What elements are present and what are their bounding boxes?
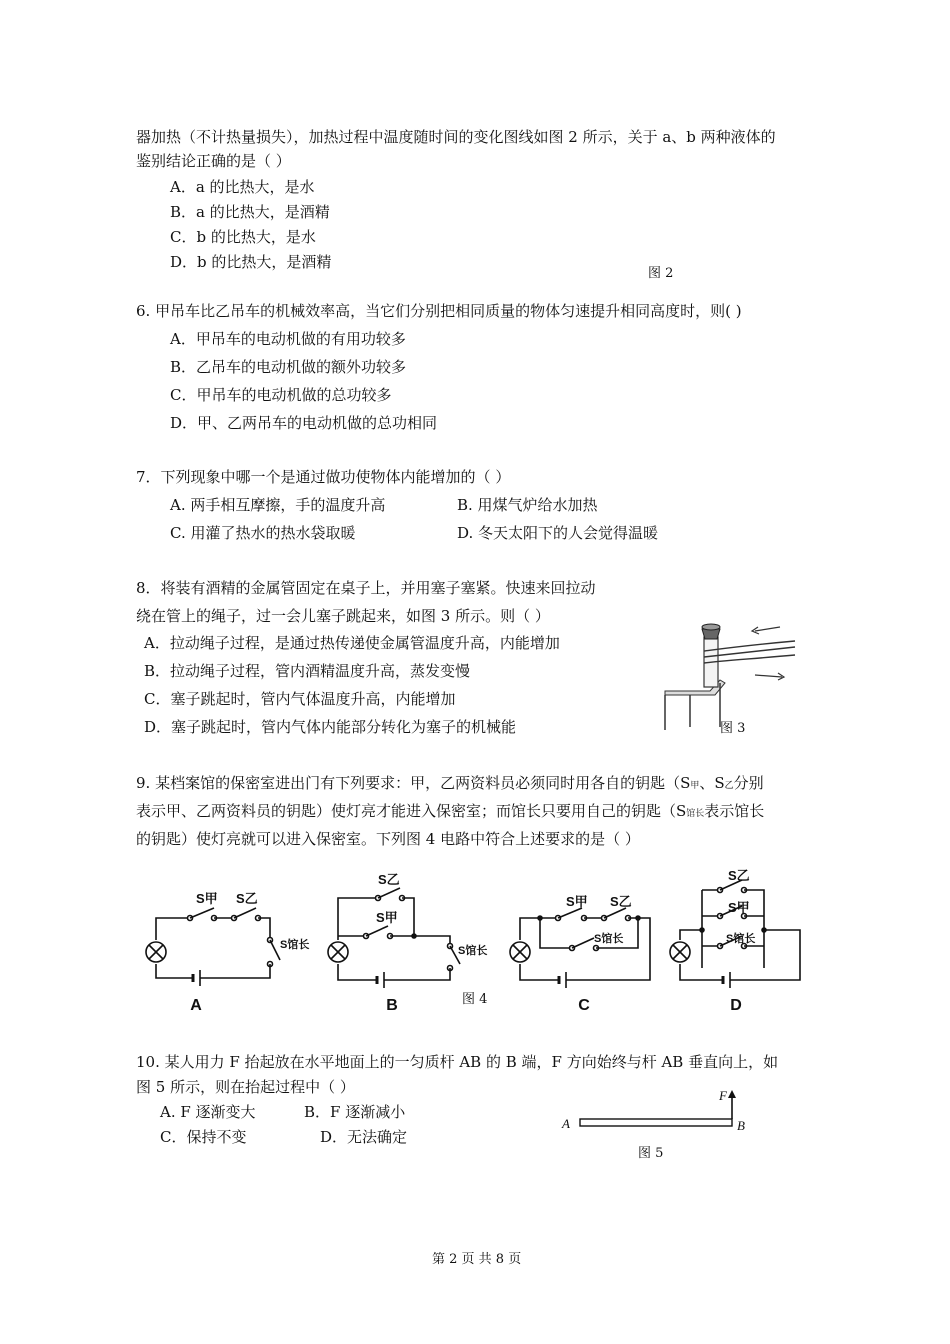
force-f-label: F — [719, 1088, 727, 1103]
q8-line-1: 8．将装有酒精的金属管固定在桌子上，并用塞子塞紧。快速来回拉动 — [136, 579, 596, 597]
q9-line-2-text-b: 表示馆长 — [704, 802, 765, 820]
q7-option-d: D. 冬天太阳下的人会觉得温暖 — [457, 524, 659, 542]
q8-line-2: 绕在管上的绳子，过一会儿塞子跳起来，如图 3 所示。则（ ） — [136, 607, 550, 625]
circuit-a-switch-yi-label: S乙 — [236, 891, 258, 906]
page-footer: 第 2 页 共 8 页 — [432, 1252, 522, 1267]
figure-3-caption: 图 3 — [720, 721, 746, 736]
q5-option-d: D．b 的比热大，是酒精 — [170, 253, 332, 271]
q8-option-b: B．拉动绳子过程，管内酒精温度升高，蒸发变慢 — [144, 662, 471, 680]
circuit-d-switch-guanzhang-label: S馆长 — [726, 933, 756, 945]
circuit-c-switch-guanzhang-label: S馆长 — [594, 933, 624, 945]
rod-end-a-label: A — [562, 1116, 570, 1131]
rod-end-b-label: B — [737, 1118, 745, 1133]
q5-line-2: 鉴别结论正确的是（ ） — [136, 152, 291, 170]
q9-line-1-sub-jia: 甲 — [690, 781, 700, 791]
circuit-b-switch-yi-label: S乙 — [378, 872, 400, 887]
q10-option-c: C．保持不变 — [160, 1128, 247, 1146]
q9-line-1 — [136, 773, 764, 796]
q9-line-3: 的钥匙）使灯亮就可以进入保密室。下列图 4 电路中符合上述要求的是（ ） — [136, 830, 640, 848]
circuit-b-letter: B — [386, 997, 398, 1014]
q7-option-c: C. 用灌了热水的热水袋取暖 — [170, 524, 356, 542]
q5-option-a: A．a 的比热大，是水 — [170, 178, 315, 196]
q10-line-2: 图 5 所示，则在抬起过程中（ ） — [136, 1078, 355, 1096]
circuit-c-letter: C — [578, 997, 590, 1014]
q10-line-1: 10. 某人用力 F 抬起放在水平地面上的一匀质杆 AB 的 B 端，F 方向始终与杆 AB 垂直向上，如 — [136, 1053, 779, 1071]
q7-option-b: B. 用煤气炉给水加热 — [457, 496, 598, 514]
circuit-a-switch-guanzhang-label: S馆长 — [280, 939, 310, 951]
q7-stem: 7．下列现象中哪一个是通过做功使物体内能增加的（ ） — [136, 468, 511, 486]
circuit-c-switch-jia-label: S甲 — [566, 894, 588, 909]
q6-option-b: B．乙吊车的电动机做的额外功较多 — [170, 358, 407, 376]
q9-line-1-text-c: 分别 — [733, 774, 764, 792]
circuit-b-switch-jia-label: S甲 — [376, 910, 398, 925]
q6-option-a: A．甲吊车的电动机做的有用功较多 — [170, 330, 406, 348]
circuit-a-switch-jia-label: S甲 — [196, 891, 218, 906]
q9-line-1-text-b: 、S — [699, 774, 725, 792]
figure-2-caption: 图 2 — [648, 266, 674, 281]
q7-option-a: A. 两手相互摩擦，手的温度升高 — [170, 496, 386, 514]
q8-option-a: A．拉动绳子过程，是通过热传递使金属管温度升高，内能增加 — [144, 634, 560, 652]
q6-option-d: D．甲、乙两吊车的电动机做的总功相同 — [170, 414, 438, 432]
q6-stem: 6. 甲吊车比乙吊车的机械效率高，当它们分别把相同质量的物体匀速提升相同高度时，则( ) — [136, 302, 742, 320]
q10-option-a: A. F 逐渐变大 — [160, 1103, 256, 1121]
q9-line-1-text-a: 9. 某档案馆的保密室进出门有下列要求：甲，乙两资料员必须同时用各自的钥匙（S — [136, 774, 691, 792]
circuit-c-switch-yi-label: S乙 — [610, 894, 632, 909]
q5-option-b: B．a 的比热大，是酒精 — [170, 203, 330, 221]
q9-line-2-text-a: 表示甲、乙两资料员的钥匙）使灯亮才能进入保密室；而馆长只要用自己的钥匙（S — [136, 802, 687, 820]
q5-line-1: 器加热（不计热量损失），加热过程中温度随时间的变化图线如图 2 所示，关于 a、b 两种液体的 — [136, 128, 776, 146]
circuit-d-letter: D — [730, 997, 742, 1014]
circuit-d-switch-yi-label: S乙 — [728, 868, 750, 883]
figure-5-caption: 图 5 — [638, 1146, 664, 1161]
q8-option-c: C．塞子跳起时，管内气体温度升高，内能增加 — [144, 690, 456, 708]
q9-line-1-sub-yi: 乙 — [724, 781, 734, 791]
circuit-d-switch-jia-label: S甲 — [728, 900, 750, 915]
q10-option-d: D．无法确定 — [320, 1128, 408, 1146]
q8-option-d: D．塞子跳起时，管内气体内能部分转化为塞子的机械能 — [144, 718, 517, 736]
circuit-a-letter: A — [190, 997, 202, 1014]
figure-5-rod-diagram — [560, 1086, 750, 1134]
q5-option-c: C．b 的比热大，是水 — [170, 228, 316, 246]
q10-option-b: B．F 逐渐减小 — [304, 1103, 406, 1121]
circuit-b-switch-guanzhang-label: S馆长 — [458, 945, 488, 957]
q9-line-2 — [136, 801, 764, 824]
q6-option-c: C．甲吊车的电动机做的总功较多 — [170, 386, 392, 404]
figure-4-caption: 图 4 — [462, 992, 488, 1007]
q9-line-2-sub-guanzhang: 馆长 — [686, 809, 705, 819]
